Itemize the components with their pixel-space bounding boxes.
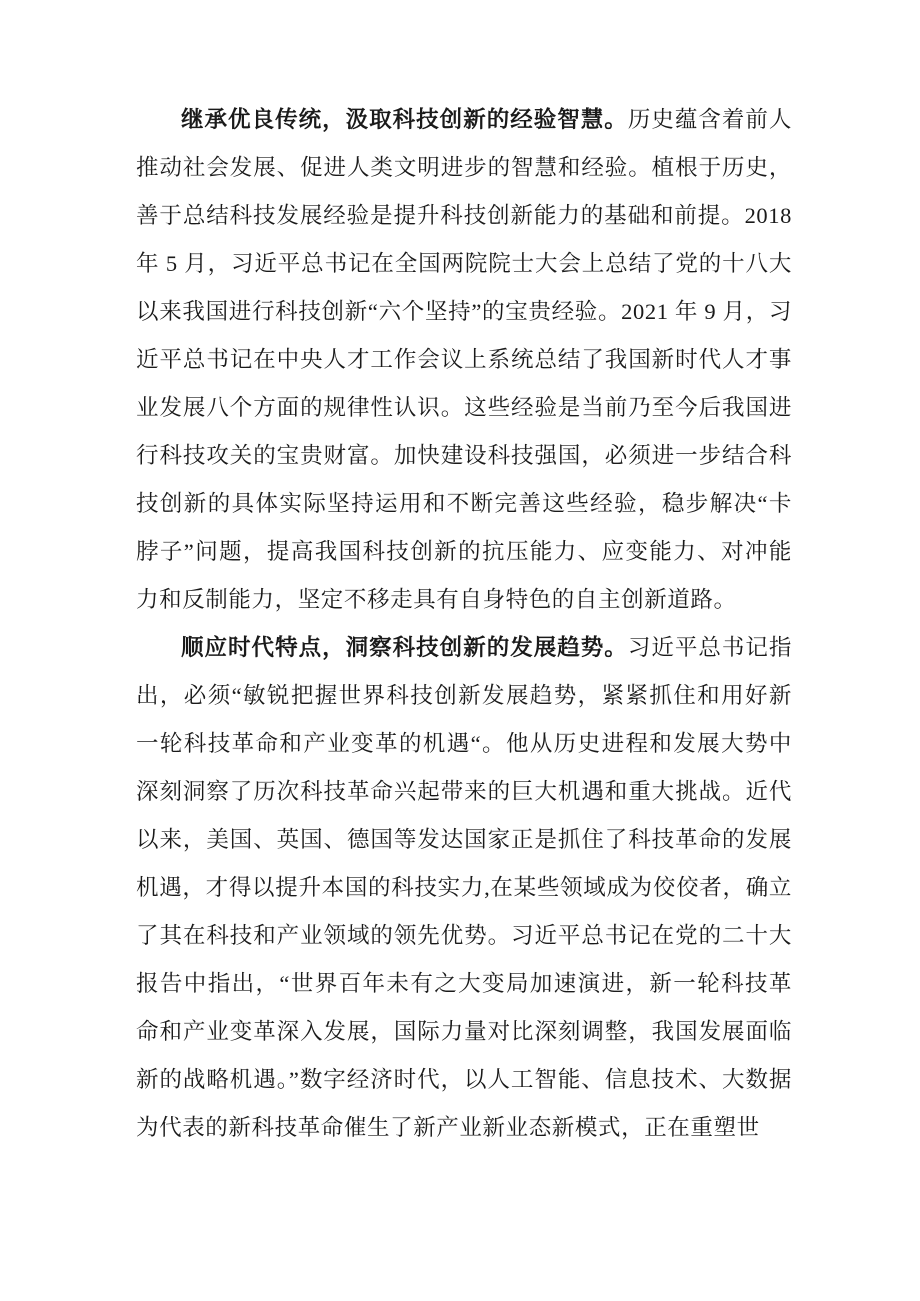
paragraph-1 (136, 96, 792, 624)
paragraph-2-lead-sentence: 顺应时代特点，洞察科技创新的发展趋势。 (181, 635, 628, 660)
paragraph-2-body: 习近平总书记指出，必须“敏锐把握世界科技创新发展趋势，紧紧抓住和用好新一轮科技革命和产业变革的机遇“。他从历史进程和发展大势中深刻洞察了历次科技革命兴起带来的巨大机遇和重大挑战。近代以来，美国、英国、德国等发达国家正是抓住了科技革命的发展机遇，才得以提升本国的科技实力,在某些领域成为佼佼者，确立了其在科技和产业领域的领先优势。习近平总书记在党的二十大报告中指出，“世界百年未有之大变局加速演进，新一轮科技革命和产业变革深入发展，国际力量对比深刻调整，我国发展面临新的战略机遇。”数字经济时代，以人工智能、信息技术、大数据为代表的新科技革命催生了新产业新业态新模式，正在重塑世 (136, 635, 793, 1140)
paragraph-2 (136, 624, 792, 1152)
paragraph-1-lead-sentence: 继承优良传统，汲取科技创新的经验智慧。 (181, 107, 628, 132)
document-text-block (136, 96, 792, 1152)
paragraph-1-body: 历史蕴含着前人推动社会发展、促进人类文明进步的智慧和经验。植根于历史，善于总结科技发展经验是提升科技创新能力的基础和前提。2018 年 5 月，习近平总书记在全国两院院士大会上总结了党的十八大以来我国进行科技创新“六个坚持”的宝贵经验。2021 年 9 月，习近平总书记在中央人才工作会议上系统总结了我国新时代人才事业发展八个方面的规律性认识。这些经验是当前乃至今后我国进行科技攻关的宝贵财富。加快建设科技强国，必须进一步结合科技创新的具体实际坚持运用和不断完善这些经验，稳步解决“卡脖子”问题，提高我国科技创新的抗压能力、应变能力、对冲能力和反制能力，坚定不移走具有自身特色的自主创新道路。 (136, 107, 793, 612)
